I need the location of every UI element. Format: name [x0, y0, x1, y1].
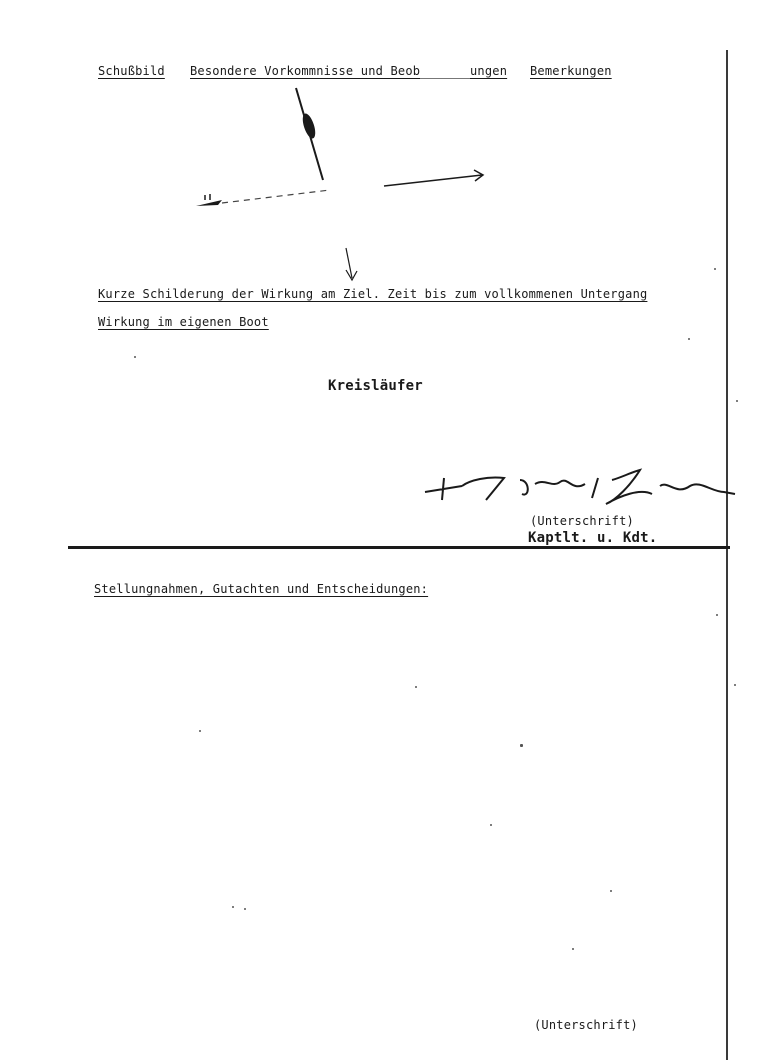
- scan-speck: [199, 730, 201, 732]
- target-ship-icon: [300, 112, 318, 140]
- scan-speck: [415, 686, 417, 688]
- scan-speck: [520, 744, 523, 747]
- review-signature-label: (Unterschrift): [534, 1018, 638, 1032]
- scan-speck: [232, 906, 234, 908]
- down-arrow-line: [346, 248, 352, 278]
- scan-speck: [244, 908, 246, 910]
- scan-speck: [688, 338, 690, 340]
- commander-signature-label: (Unterschrift): [530, 514, 634, 528]
- effect-target-label: Kurze Schilderung der Wirkung am Ziel. Zeit bis zum vollkommenen Untergang: [98, 287, 648, 301]
- effect-result-text: Kreisläufer: [328, 378, 423, 394]
- scan-speck: [736, 400, 738, 402]
- scan-speck: [134, 356, 136, 358]
- heading-arrow-line: [384, 175, 482, 186]
- header-observations-end: ungen: [470, 64, 508, 78]
- scan-speck: [714, 268, 716, 270]
- commander-rank-title: Kaptlt. u. Kdt.: [528, 530, 658, 546]
- torpedo-track-line: [222, 190, 330, 203]
- section-divider: [68, 546, 730, 549]
- header-remarks: Bemerkungen: [530, 64, 612, 78]
- header-shot-diagram: Schußbild: [98, 64, 165, 78]
- scan-speck: [572, 948, 574, 950]
- review-heading: Stellungnahmen, Gutachten und Entscheidungen:: [94, 582, 429, 596]
- own-boat-icon: [196, 200, 222, 206]
- scan-speck: [610, 890, 612, 892]
- scan-speck: [490, 824, 492, 826]
- header-observations: Besondere Vorkommnisse und Beob: [190, 64, 421, 78]
- signature-scribble: [425, 470, 735, 504]
- effect-own-boat-label: Wirkung im eigenen Boot: [98, 315, 269, 329]
- scan-speck: [716, 614, 718, 616]
- scan-speck: [734, 684, 736, 686]
